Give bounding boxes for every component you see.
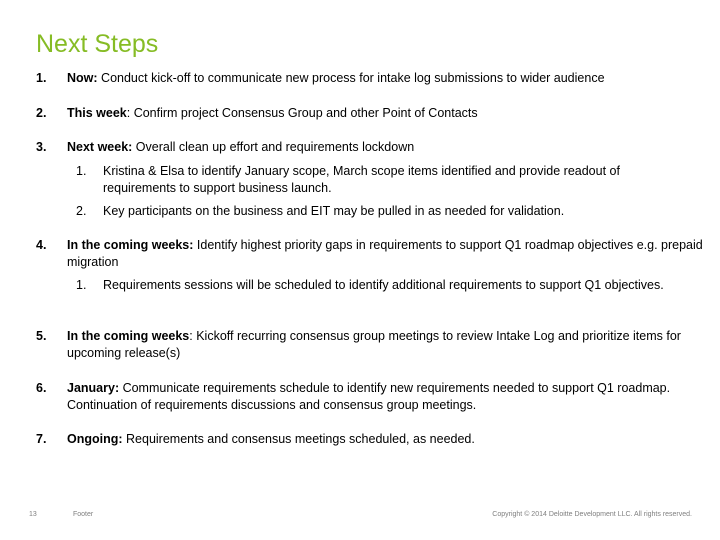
sub-item-text: Key participants on the business and EIT may be pulled in as needed for validation.	[103, 204, 565, 218]
sub-item-text: Kristina & Elsa to identify January scope, March scope items identified and provide readout of requirements to support business launch.	[103, 164, 620, 195]
copyright: Copyright © 2014 Deloitte Development LLC. All rights reserved.	[492, 511, 692, 518]
footer-label: Footer	[73, 511, 94, 518]
item-text: Ongoing: Requirements and consensus meetings scheduled, as needed.	[67, 432, 475, 446]
item-number: 4.	[36, 238, 47, 252]
sub-item-text: Requirements sessions will be scheduled to identify additional requirements to support Q1 objectives.	[103, 278, 664, 292]
item-text: Now: Conduct kick-off to communicate new process for intake log submissions to wider audience	[67, 71, 605, 85]
item-number: 2.	[36, 106, 47, 120]
item-text: In the coming weeks: Kickoff recurring consensus group meetings to review Intake Log and prioritize items for upcoming release(s)	[67, 329, 681, 360]
item-number: 1.	[36, 71, 47, 85]
sub-item-number: 1.	[76, 278, 87, 292]
item-number: 5.	[36, 329, 47, 343]
item-text: Next week: Overall clean up effort and requirements lockdown	[67, 140, 415, 154]
sub-item-number: 2.	[76, 204, 87, 218]
item-number: 6.	[36, 381, 47, 395]
page-number: 13	[29, 511, 37, 518]
item-text: In the coming weeks: Identify highest priority gaps in requirements to support Q1 roadmap objectives e.g. prepaid migration	[67, 238, 703, 269]
item-text: January: Communicate requirements schedule to identify new requirements needed to support Q1 roadmap. Continuation of requirements discussions and consensus group meetings.	[67, 381, 671, 412]
item-number: 7.	[36, 432, 47, 446]
item-text: This week: Confirm project Consensus Group and other Point of Contacts	[67, 106, 478, 120]
page-title: Next Steps	[36, 30, 159, 58]
sub-item-number: 1.	[76, 164, 87, 178]
item-number: 3.	[36, 140, 47, 154]
